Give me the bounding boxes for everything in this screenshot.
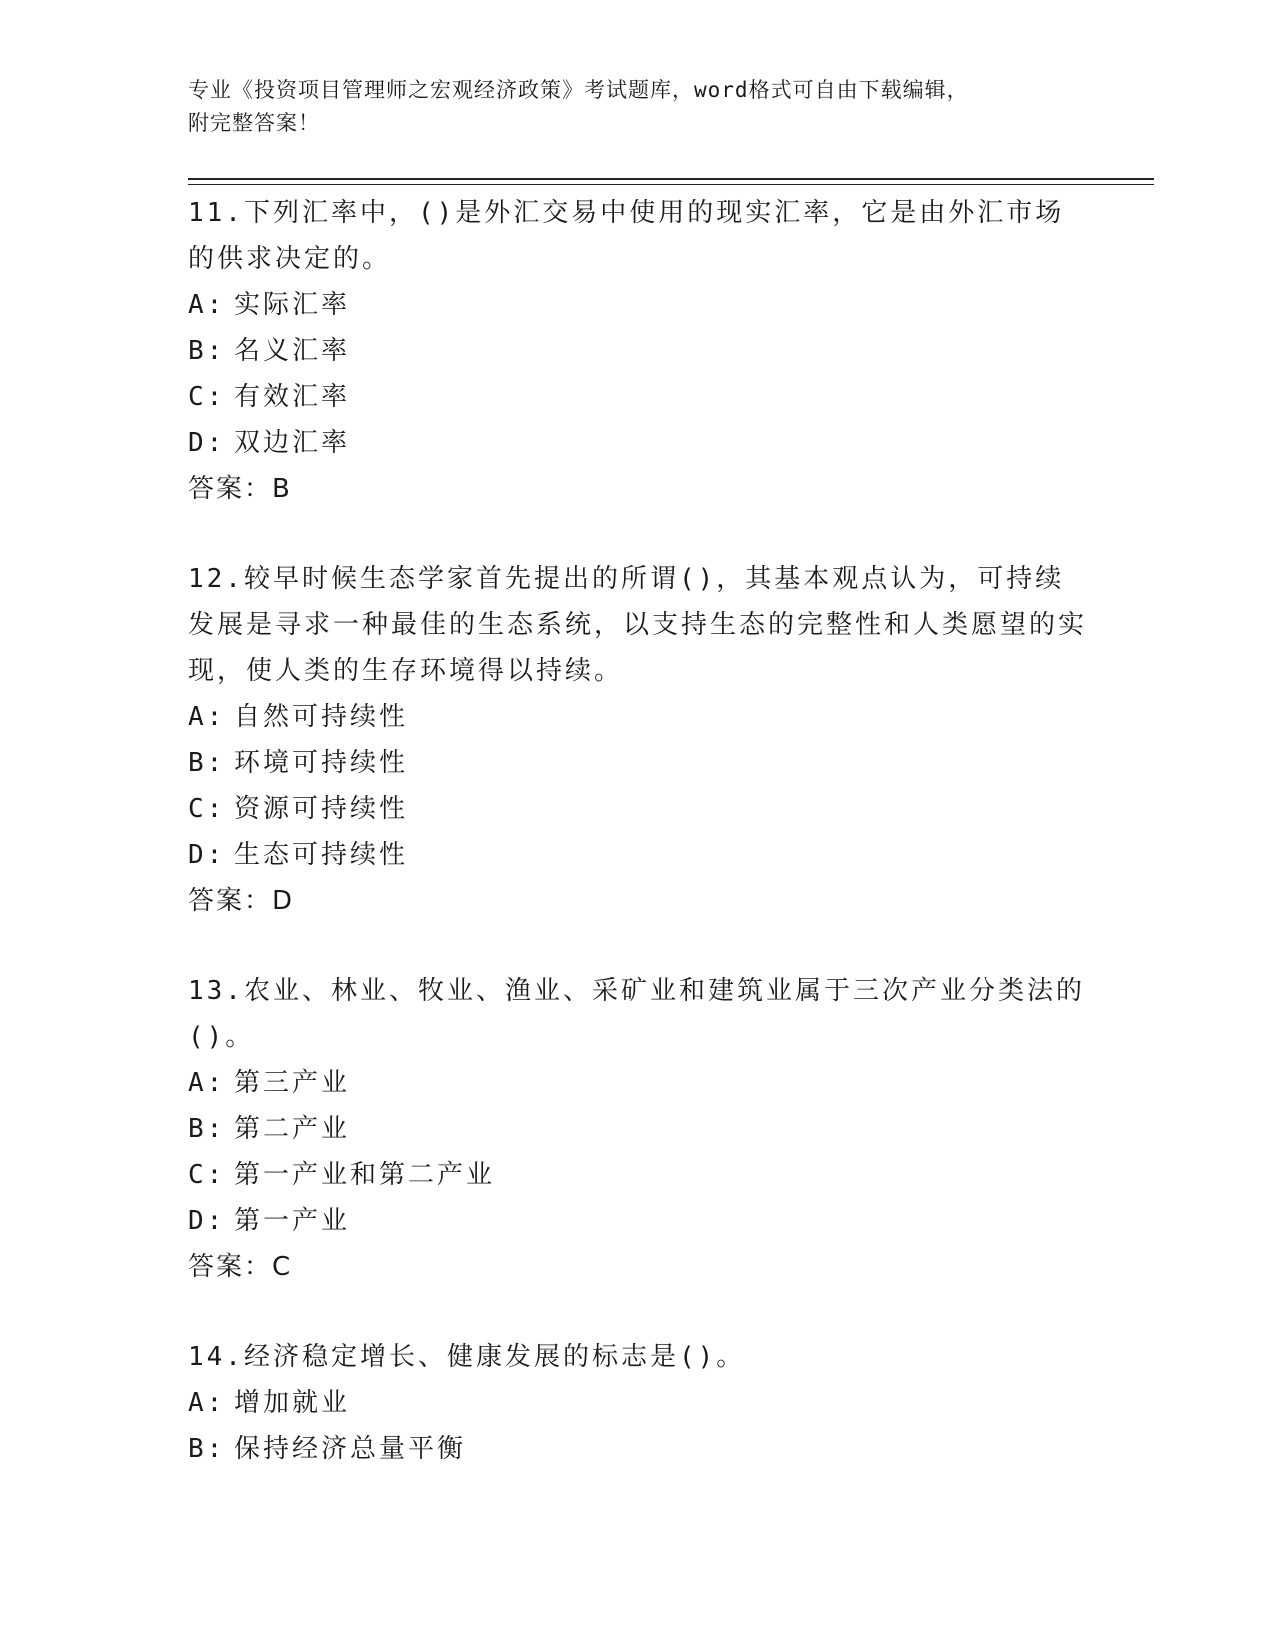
answer-line: 答案：B xyxy=(188,474,292,504)
option-key: D: xyxy=(188,428,226,458)
question-13 xyxy=(188,968,1088,1290)
option-text: 自然可持续性 xyxy=(234,702,409,732)
answer-line: 答案：D xyxy=(188,886,295,916)
question-14 xyxy=(188,1334,1088,1472)
question-stem: 11.下列汇率中，()是外汇交易中使用的现实汇率，它是由外汇市场的供求决定的。 xyxy=(188,198,1065,274)
option-d xyxy=(188,832,1088,878)
option-text: 第二产业 xyxy=(234,1114,351,1144)
option-a xyxy=(188,694,1088,740)
answer-line: 答案：C xyxy=(188,1252,293,1282)
option-key: B: xyxy=(188,1114,226,1144)
document-header xyxy=(188,74,1088,140)
header-rule-thin xyxy=(188,184,1154,185)
option-text: 第一产业和第二产业 xyxy=(234,1160,496,1190)
option-text: 生态可持续性 xyxy=(234,840,409,870)
option-key: A: xyxy=(188,1068,226,1098)
option-key: A: xyxy=(188,702,226,732)
option-a xyxy=(188,282,1088,328)
option-b xyxy=(188,1106,1088,1152)
option-text: 资源可持续性 xyxy=(234,794,409,824)
option-b xyxy=(188,1426,1088,1472)
option-text: 保持经济总量平衡 xyxy=(234,1434,467,1464)
option-text: 双边汇率 xyxy=(234,428,351,458)
option-text: 环境可持续性 xyxy=(234,748,409,778)
option-c xyxy=(188,1152,1088,1198)
option-text: 第三产业 xyxy=(234,1068,351,1098)
option-key: A: xyxy=(188,1388,226,1418)
option-key: C: xyxy=(188,794,226,824)
question-stem: 12.较早时候生态学家首先提出的所谓()，其基本观点认为，可持续发展是寻求一种最佳的生态系统，以支持生态的完整性和人类愿望的实现，使人类的生存环境得以持续。 xyxy=(188,564,1088,686)
question-stem: 14.经济稳定增长、健康发展的标志是()。 xyxy=(188,1342,746,1372)
option-b xyxy=(188,740,1088,786)
header-line-2: 附完整答案！ xyxy=(188,111,320,135)
option-a xyxy=(188,1060,1088,1106)
question-12 xyxy=(188,556,1088,924)
option-key: B: xyxy=(188,1434,226,1464)
header-rule-thick xyxy=(188,178,1154,180)
option-c xyxy=(188,374,1088,420)
option-key: B: xyxy=(188,748,226,778)
question-list xyxy=(188,190,1088,1516)
header-line-1: 专业《投资项目管理师之宏观经济政策》考试题库，word格式可自由下载编辑， xyxy=(188,78,969,102)
option-key: A: xyxy=(188,290,226,320)
option-d xyxy=(188,420,1088,466)
option-text: 名义汇率 xyxy=(234,336,351,366)
option-text: 第一产业 xyxy=(234,1206,351,1236)
question-stem: 13.农业、林业、牧业、渔业、采矿业和建筑业属于三次产业分类法的()。 xyxy=(188,976,1085,1052)
option-text: 增加就业 xyxy=(234,1388,351,1418)
question-11 xyxy=(188,190,1088,512)
option-key: B: xyxy=(188,336,226,366)
option-text: 实际汇率 xyxy=(234,290,351,320)
option-key: D: xyxy=(188,1206,226,1236)
option-b xyxy=(188,328,1088,374)
option-text: 有效汇率 xyxy=(234,382,351,412)
option-key: C: xyxy=(188,1160,226,1190)
option-c xyxy=(188,786,1088,832)
option-d xyxy=(188,1198,1088,1244)
option-key: D: xyxy=(188,840,226,870)
option-a xyxy=(188,1380,1088,1426)
option-key: C: xyxy=(188,382,226,412)
